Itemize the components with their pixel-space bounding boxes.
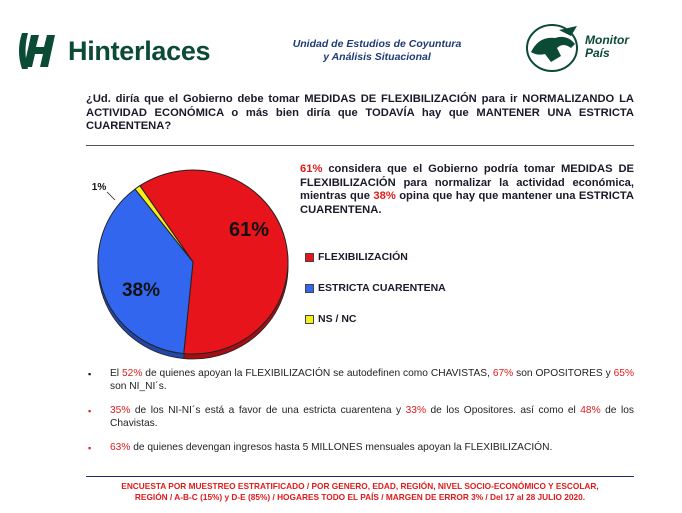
legend-label: ESTRICTA CUARENTENA [318,282,446,294]
hinterlaces-logo [14,26,210,76]
legend-label: FLEXIBILIZACIÓN [318,251,408,263]
summary-text2: opina que hay que mantener una ESTRICTA CUARENTENA. [300,190,634,216]
monitor-line2: País [585,46,610,60]
legend-item-1 [305,250,446,264]
monitor-pais-logo [525,22,665,74]
finding-text: El 52% de quienes apoyan la FLEXIBILIZACIÓN se autodefinen como CHAVISTAS, 67% son OPOSITORES y 65% son NI_NI´s. [110,368,634,392]
pie-chart-svg [80,150,310,370]
summary-pct1: 61% [300,163,323,175]
monitor-pais-text [585,34,629,60]
chart-legend [305,250,446,343]
monitor-pais-icon [525,22,585,74]
legend-swatch [305,253,314,262]
unit-title-line2: y Análisis Situacional [323,51,431,63]
methodology-footer [86,481,634,503]
hinterlaces-logo-icon [14,29,62,73]
footer-divider [86,476,634,477]
survey-question: ¿Ud. diría que el Gobierno debe tomar MEDIDAS DE FLEXIBILIZACIÓN para ir NORMALIZANDO LA ACTIVIDAD ECONÓMICA o más bien diría que TODAVÍA hay que MANTENER UNA ESTRICTA CUARENTENA? [86,93,634,132]
unit-title-line1: Unidad de Estudios de Coyuntura [292,38,462,50]
pie-label-leader [107,192,115,200]
monitor-line1: Monitor [585,33,629,47]
pie-label-2: 38% [121,280,161,301]
unit-title [270,38,484,64]
legend-swatch [305,315,314,324]
header [0,0,682,80]
legend-swatch [305,284,314,293]
findings-list [88,368,634,467]
summary-pct2: 38% [373,190,396,202]
bullet-icon: ▪ [88,406,92,416]
brand-name: Hinterlaces [68,35,211,66]
pie-label-3: 1% [91,182,107,193]
legend-label: NS / NC [318,313,357,325]
finding-item [88,442,634,455]
pie-chart [80,150,310,370]
legend-item-3 [305,312,446,326]
pie-label-1: 61% [228,219,270,241]
legend-item-2 [305,281,446,295]
footer-line2: REGIÓN / A-B-C (15%) y D-E (85%) / HOGARES TODO EL PAÍS / MARGEN DE ERROR 3% / Del 17 al 28 JULIO 2020. [134,492,586,502]
finding-text: 35% de los NI-NI´s está a favor de una estricta cuarentena y 33% de los Opositores. así como el 48% de los Chavistas. [110,405,634,429]
finding-text: 63% de quienes devengan ingresos hasta 5 MILLONES mensuales apoyan la FLEXIBILIZACIÓN. [110,442,553,453]
bullet-icon: ▪ [88,443,92,453]
bullet-icon: ▪ [88,369,92,379]
summary-text1: considera que el Gobierno podría tomar MEDIDAS DE FLEXIBILIZACIÓN para normalizar la actividad económica, mientras que [300,163,634,202]
finding-item [88,368,634,393]
finding-item [88,405,634,430]
summary-text [300,163,634,217]
footer-line1: ENCUESTA POR MUESTREO ESTRATIFICADO / POR GENERO, EDAD, REGIÓN, NIVEL SOCIO-ECONÓMICO Y ESCOLAR, [121,481,599,491]
question-divider [86,145,634,146]
